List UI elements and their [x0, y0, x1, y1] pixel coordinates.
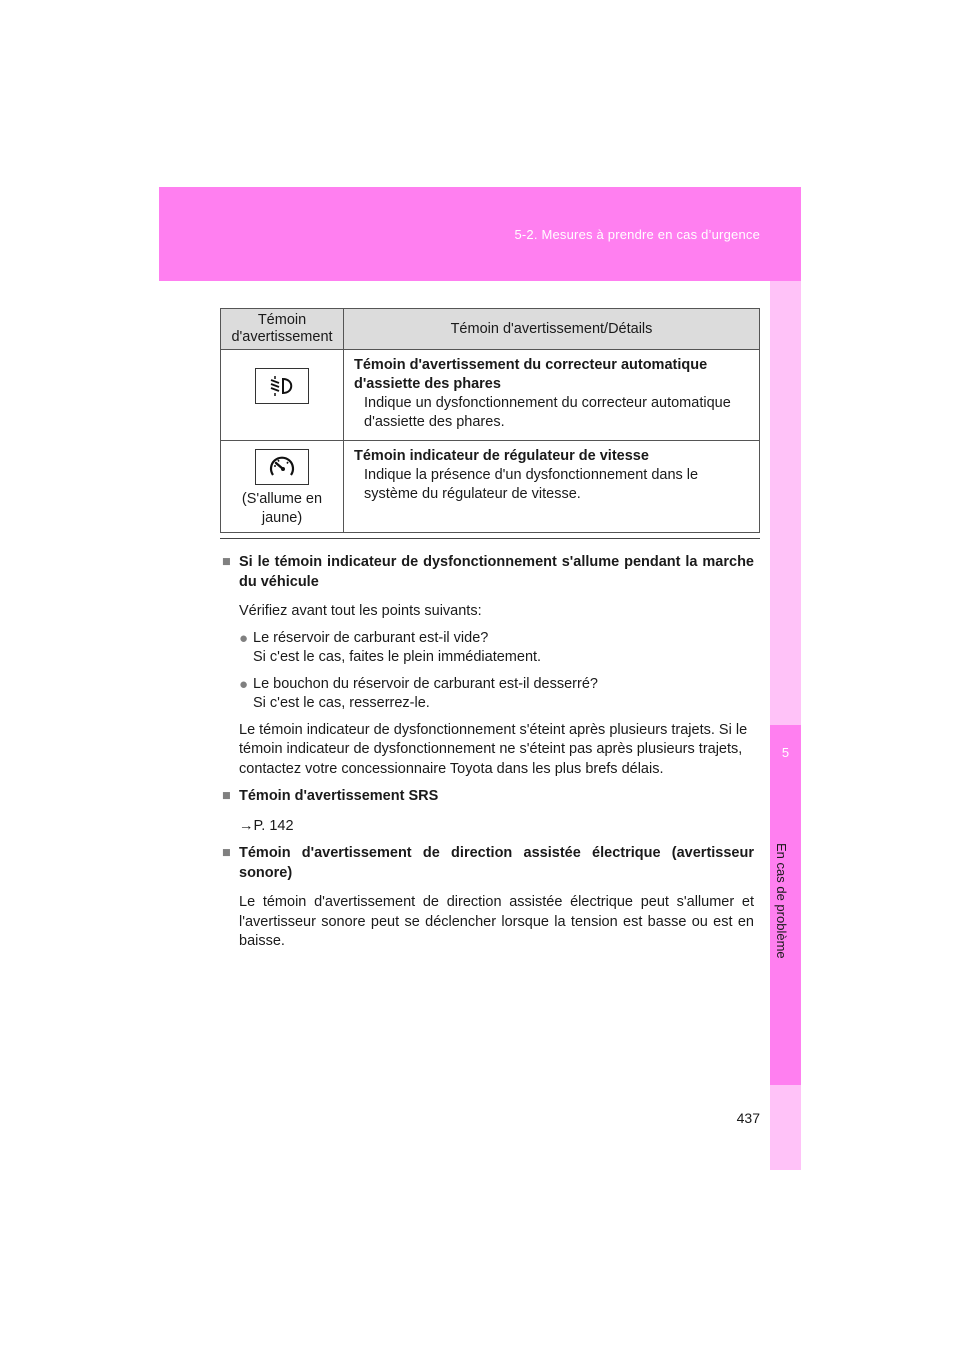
detail-description: Indique un dysfonctionnement du correcteur automatique d'assiette des phares. [364, 395, 731, 430]
chapter-number: 5 [781, 745, 790, 760]
malfunction-intro: Vérifiez avant tout les points suivants: [239, 603, 482, 619]
square-bullet-icon: ■ [222, 788, 231, 804]
section-title: 5-2. Mesures à prendre en cas d’urgence [514, 227, 760, 242]
list-item-question: Le réservoir de carburant est-il vide? [253, 629, 489, 646]
table-row [221, 441, 760, 533]
square-bullet-icon: ■ [222, 554, 231, 570]
col-header-details: Témoin d'avertissement/Détails [344, 309, 760, 350]
circle-bullet-icon: ● [239, 629, 249, 647]
detail-title: Témoin d'avertissement du correcteur automatique d'assiette des phares [354, 357, 708, 392]
malfunction-heading [222, 553, 754, 592]
warning-light-table [220, 308, 760, 533]
list-item [222, 629, 754, 668]
headlight-leveling-icon [255, 368, 309, 404]
list-item-text [253, 629, 541, 668]
detail-title: Témoin indicateur de régulateur de vitesse [354, 448, 649, 464]
list-item-question: Le bouchon du réservoir de carburant est-il desserré? [253, 675, 598, 692]
heading-text: Témoin d'avertissement de direction assistée électrique (avertisseur sonore) [239, 845, 754, 881]
square-bullet-icon: ■ [222, 845, 231, 861]
list-item [222, 675, 754, 714]
page-number: 437 [736, 1110, 760, 1126]
section-divider [220, 538, 760, 539]
table-cell-details [344, 441, 760, 533]
list-item-text [253, 675, 598, 714]
table-cell-details [344, 350, 760, 441]
table-cell-icon [221, 441, 344, 533]
cruise-control-icon [255, 449, 309, 485]
main-content [222, 553, 754, 952]
section-header-band [159, 187, 801, 281]
detail-description: Indique la présence d'un dysfonctionnement dans le système du régulateur de vitesse. [364, 467, 699, 502]
chapter-side-tab [770, 281, 801, 1170]
condition-text: (S'allume en jaune) [241, 491, 323, 526]
malfunction-outro: Le témoin indicateur de dysfonctionnement s'éteint après plusieurs trajets. Si le témoin indicateur de dysfonctionnement ne s'éteint pas après plusieurs trajets, contactez votre concessionnaire Toyota dans les plus brefs délais. [239, 721, 748, 777]
heading-text: Témoin d'avertissement SRS [239, 788, 439, 804]
list-item-answer: Si c'est le cas, resserrez-le. [253, 695, 430, 711]
circle-bullet-icon: ● [239, 675, 249, 693]
power-steering-heading [222, 844, 754, 883]
table-header-row [221, 309, 760, 350]
table-row [221, 350, 760, 441]
table-cell-icon [221, 350, 344, 441]
power-steering-body: Le témoin d'avertissement de direction assistée électrique peut s'allumer et l'avertisseur sonore peut se déclencher lorsque la tension est basse ou est en baisse. [239, 894, 754, 949]
chapter-label: En cas de problème [774, 843, 789, 959]
list-item-answer: Si c'est le cas, faites le plein immédiatement. [253, 649, 542, 665]
srs-page-reference-link[interactable]: →P. 142 [239, 817, 294, 834]
chapter-tab-active[interactable] [770, 725, 801, 1085]
col-header-light: Témoin d'avertissement [221, 309, 344, 350]
srs-heading [222, 787, 754, 807]
heading-text: Si le témoin indicateur de dysfonctionnement s'allume pendant la marche du véhicule [239, 554, 754, 590]
